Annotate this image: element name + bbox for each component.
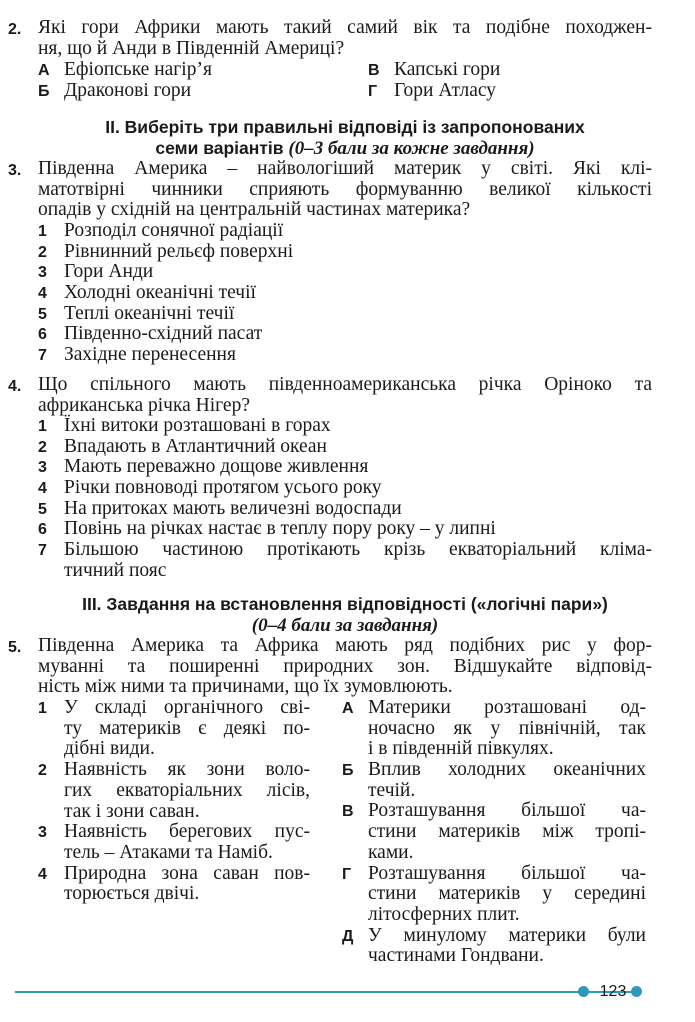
text-line: стини материків між тропі- (368, 821, 646, 843)
list-item (38, 304, 652, 325)
list-item (342, 926, 652, 967)
option-text (368, 864, 646, 926)
option-text: Впадають в Атлантичний океан (64, 435, 327, 457)
text-line: течій. (368, 779, 416, 801)
q4-text (38, 375, 652, 416)
option-text (368, 926, 646, 967)
list-item (38, 345, 652, 366)
option-number: 5 (38, 500, 47, 518)
text-line: гих екваторіальних лісів, (64, 779, 310, 801)
list-item (38, 416, 652, 437)
option-text: Мають переважно дощове живлення (64, 456, 369, 478)
list-item (38, 540, 652, 581)
option-number: 6 (38, 521, 47, 539)
option-letter: Б (342, 762, 354, 780)
option-text: Південно-східний пасат (64, 323, 263, 345)
option-text (64, 864, 310, 905)
points-note: (0–4 бали за завдання) (251, 614, 439, 636)
list-item (38, 864, 316, 905)
option-text (64, 760, 310, 822)
list-item (38, 242, 652, 263)
list-item (38, 760, 316, 822)
text-line: ками. (368, 841, 414, 863)
option-letter: Г (368, 83, 378, 100)
section-heading (38, 594, 652, 636)
option-letter: Д (342, 927, 354, 945)
q3-number: 3. (8, 162, 22, 179)
q4-options (38, 416, 652, 582)
text-line: Південна Америка та Африка мають ряд подібних рис у фор- (38, 635, 652, 656)
text-line: стини материків у середині (368, 883, 646, 905)
option-number: 1 (38, 223, 47, 240)
q3-text (38, 159, 652, 221)
option-number: 2 (38, 762, 47, 780)
text-line: так і зони саван. (64, 800, 200, 822)
text-line: Південна Америка – найвологіший материк у світі. Які клі- (38, 158, 652, 179)
text-line: Розташування більшої ча- (368, 800, 646, 822)
option-letter: А (342, 700, 354, 717)
option-number: 3 (38, 824, 47, 842)
list-item (38, 437, 652, 458)
list-item (38, 262, 652, 283)
heading-line-2 (38, 138, 652, 160)
text-line: ту материків є деякі по- (64, 717, 310, 739)
text-line: тель – Атаками та Наміб. (64, 841, 273, 863)
option-text (64, 822, 310, 863)
list-item (38, 519, 652, 540)
text-line: Що спільного мають південноамериканська річка Оріноко та (38, 374, 652, 395)
text-line: Які гори Африки мають такий самий вік та подібне походжен- (38, 17, 652, 38)
q3-options (38, 221, 652, 366)
text-line: Більшою частиною протікають крізь екваторіальний кліма- (64, 539, 652, 561)
option-text: На притоках мають величезні водоспади (64, 497, 402, 519)
section-heading (38, 117, 652, 159)
text-line: Вплив холодних океанічних (368, 759, 646, 781)
q5-text (38, 636, 652, 698)
heading-line: III. Завдання на встановлення відповідності («логічні пари») (82, 594, 608, 614)
text-line: торюється двічі. (64, 883, 200, 905)
list-item (38, 283, 652, 304)
option-number: 5 (38, 305, 47, 323)
option-number: 1 (38, 700, 47, 717)
heading-line: II. Виберіть три правильні відповіді із запропонованих (105, 117, 585, 137)
text-line: дібні види. (64, 738, 155, 760)
text-line: ність між ними та причинами, що їх зумовлюють. (38, 676, 453, 698)
option-text: Їхні витоки розташовані в горах (64, 415, 331, 436)
points-note: (0–3 бали за кожне завдання) (288, 137, 535, 159)
list-item (342, 801, 652, 863)
q5-right-column (342, 698, 652, 967)
option-text (368, 698, 646, 760)
q2-number: 2. (8, 21, 22, 38)
option-number: 3 (38, 459, 47, 477)
option-text: Теплі океанічні течії (64, 302, 235, 324)
list-item (38, 324, 652, 345)
option-text: Повінь на річках настає в теплу пору року – у липні (64, 518, 496, 540)
text-line: У минулому материки були (368, 924, 646, 946)
option-number: 6 (38, 326, 47, 344)
option-text: Ефіопське нагір’я (64, 59, 212, 80)
option-text (368, 760, 646, 801)
list-item (38, 478, 652, 499)
option-text: Холодні океанічні течії (64, 282, 256, 304)
list-item (342, 760, 652, 801)
option-number: 7 (38, 542, 47, 560)
option-letter: А (38, 62, 50, 79)
list-item (38, 457, 652, 478)
text-line: ня, що й Анди в Південній Америці? (38, 37, 345, 59)
text-line: Наявність берегових пус- (64, 821, 310, 843)
list-item (38, 221, 652, 242)
option-number: 2 (38, 243, 47, 261)
text-line: літосферних плит. (368, 903, 520, 925)
option-text (64, 698, 310, 760)
option-text: Драконові гори (64, 80, 192, 101)
text-line: і в південній півкулях. (368, 738, 554, 760)
q2-text (38, 18, 652, 59)
option-text: Річки повноводі протягом усього року (64, 477, 382, 499)
heading-text: семи варіантів (155, 137, 284, 158)
list-item (38, 698, 316, 760)
option-text (64, 540, 652, 581)
option-letter: Г (342, 865, 352, 883)
option-letter: В (368, 62, 380, 79)
option-number: 1 (38, 418, 47, 435)
footer-dot-left (578, 986, 589, 997)
heading-line-2 (38, 615, 652, 637)
list-item (342, 698, 652, 760)
option-text: Гори Атласу (394, 80, 497, 101)
text-line: Природна зона саван пов- (64, 862, 310, 884)
option-number: 4 (38, 480, 47, 498)
option-letter: В (342, 803, 354, 821)
page-number: 123 (599, 983, 627, 1000)
list-item (38, 822, 316, 863)
text-line: тичний пояс (64, 559, 167, 581)
option-number: 4 (38, 285, 47, 303)
text-line: ночасно як у північній, так (368, 717, 646, 739)
option-text: Капські гори (394, 59, 501, 80)
list-item (342, 864, 652, 926)
option-text: Гори Анди (64, 261, 154, 283)
option-number: 7 (38, 347, 47, 365)
option-letter: Б (38, 83, 50, 100)
text-line: Материки розташовані од- (368, 697, 646, 718)
text-line: матотвірні чинники сприяють формуванню великої кількості (38, 178, 652, 200)
footer-rule (15, 991, 640, 993)
text-line: Наявність як зони воло- (64, 759, 310, 781)
text-line: опадів у східній на центральній частинах материка? (38, 199, 471, 221)
text-line: У складі органічного сві- (64, 697, 310, 718)
text-line: муванні та поширенні природних зон. Відшукайте відповід- (38, 655, 652, 677)
option-number: 3 (38, 264, 47, 282)
option-text (368, 801, 646, 863)
footer-dot-right (631, 986, 642, 997)
option-text: Розподіл сонячної радіації (64, 220, 284, 241)
list-item (38, 499, 652, 520)
text-line: африканська річка Нігер? (38, 394, 250, 416)
text-line: Розташування більшої ча- (368, 862, 646, 884)
option-number: 4 (38, 865, 47, 883)
text-line: частинами Гондвани. (368, 945, 544, 967)
option-text: Західне перенесення (64, 344, 236, 366)
q5-number: 5. (8, 639, 22, 656)
q5-left-column (38, 698, 316, 905)
option-text: Рівнинний рельєф поверхні (64, 240, 294, 262)
option-number: 2 (38, 438, 47, 456)
q4-number: 4. (8, 378, 22, 395)
